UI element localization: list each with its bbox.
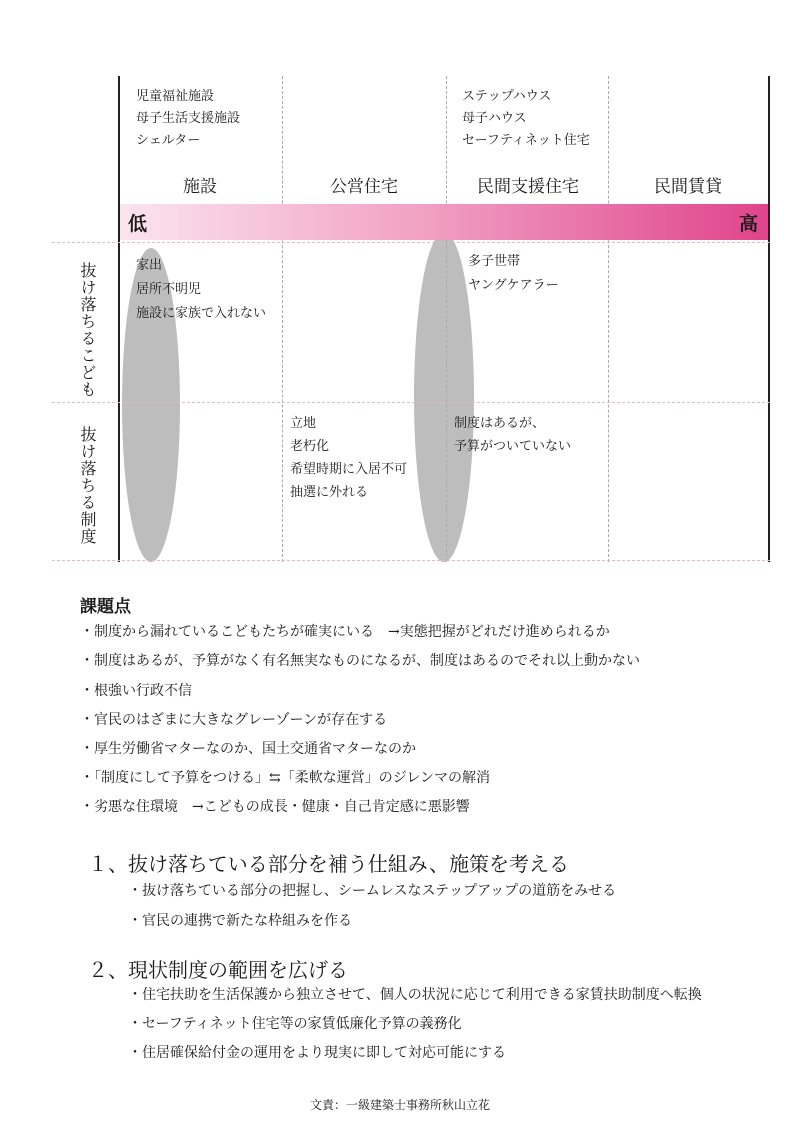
row2-col2-cell: 立地 老朽化 希望時期に入居不可 抽選に外れる [290, 416, 408, 500]
column-header-facility: 施設 [183, 177, 217, 197]
row-label-children: 抜け落ちるこども [78, 262, 97, 398]
row1-col1-cell: 家出 居所不明児 施設に家族で入れない [136, 258, 267, 321]
proposal-bullet: ・住宅扶助を生活保護から独立させて、個人の状況に応じて利用できる家賃扶助制度へ転換 [128, 987, 702, 1003]
issues-title: 課題点 [80, 597, 131, 617]
proposal-bullet: ・官民の連携で新たな枠組みを作る [128, 913, 352, 929]
proposal-heading-2: ２、現状制度の範囲を広げる [88, 958, 348, 982]
right-axis-line [768, 76, 770, 562]
top-notes-col3: ステップハウス 母子ハウス セーフティネット住宅 [462, 89, 590, 148]
row-divider-bottom [52, 560, 770, 561]
issue-item: ・制度はあるが、予算がなく有名無実なものになるが、制度はあるのでそれ以上動かない [80, 653, 640, 669]
scale-gradient-bar [120, 204, 768, 240]
scale-low-label: 低 [128, 213, 148, 235]
divider-col4 [608, 76, 609, 562]
scale-high-label: 高 [738, 213, 758, 235]
top-notes-col1: 児童福祉施設 母子生活支援施設 シェルター [136, 89, 241, 148]
column-header-public-housing: 公営住宅 [330, 177, 398, 197]
proposal-bullet: ・抜け落ちている部分の把握し、シームレスなステップアップの道筋をみせる [128, 883, 617, 899]
left-axis-line [118, 76, 120, 562]
row-divider-middle [52, 402, 770, 403]
issue-item: ・「制度にして予算をつける」⇆「柔軟な運営」のジレンマの解消 [80, 770, 491, 786]
row2-col3-cell: 制度はあるが、 予算がついていない [454, 416, 572, 454]
divider-col3 [446, 76, 447, 562]
issue-item: ・厚生労働省マターなのか、国土交通省マターなのか [80, 741, 416, 757]
issue-item: ・制度から漏れているこどもたちが確実にいる →実態把握がどれだけ進められるか [80, 624, 610, 640]
proposal-bullet: ・住居確保給付金の運用をより現実に即して対応可能にする [128, 1045, 506, 1061]
row-label-system: 抜け落ちる制度 [78, 426, 97, 545]
highlight-ellipse-col3 [414, 232, 474, 562]
proposal-bullet: ・セーフティネット住宅等の家賃低廉化予算の義務化 [128, 1016, 462, 1032]
row1-col3-cell: 多子世帯 ヤングケアラー [468, 254, 559, 293]
proposal-heading-1: １、抜け落ちている部分を補う仕組み、施策を考える [88, 852, 569, 876]
author-credit: 文責：一級建築士事務所秋山立花 [309, 1098, 490, 1112]
column-header-private-support-housing: 民間支援住宅 [477, 177, 579, 197]
column-header-private-rental: 民間賃貸 [654, 177, 722, 197]
issue-item: ・根強い行政不信 [80, 683, 192, 699]
issue-item: ・劣悪な住環境 →こどもの成長・健康・自己肯定感に悪影響 [80, 799, 470, 815]
divider-col2 [282, 76, 283, 562]
row-divider-top [52, 242, 770, 243]
issue-item: ・官民のはざまに大きなグレーゾーンが存在する [80, 712, 388, 728]
